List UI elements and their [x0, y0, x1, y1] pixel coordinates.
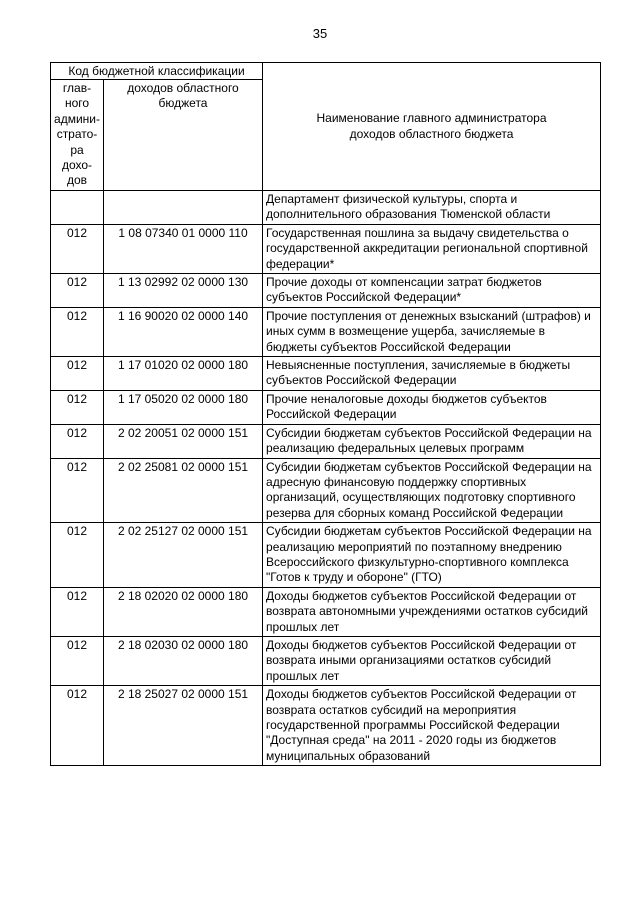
- income-name-cell: Государственная пошлина за выдачу свидетельства о государственной аккредитации региональной спортивной федерации*: [263, 224, 601, 273]
- header-administrator-name-text: Наименование главного администратора доходов областного бюджета: [316, 111, 547, 141]
- admin-code-cell: 012: [51, 390, 104, 424]
- budget-classification-table: [50, 62, 601, 766]
- table-body: [51, 191, 601, 766]
- admin-code-cell: 012: [51, 523, 104, 588]
- income-name-cell: Доходы бюджетов субъектов Российской Федерации от возврата остатков субсидий на мероприятия государственной программы Российской Федерации "Доступная среда" на 2011 - 2020 годы из бюджетов муниципальных образований: [263, 686, 601, 766]
- department-empty-cell: [104, 191, 263, 225]
- table-row: [51, 686, 601, 766]
- department-empty-cell: [51, 191, 104, 225]
- income-name-cell: Прочие поступления от денежных взысканий (штрафов) и иных сумм в возмещение ущерба, зачисляемые в бюджеты субъектов Российской Федерации: [263, 307, 601, 356]
- table-row: [51, 587, 601, 636]
- department-name: Департамент физической культуры, спорта и дополнительного образования Тюменской области: [263, 191, 601, 225]
- table-row: [51, 636, 601, 685]
- income-code-cell: 1 16 90020 02 0000 140: [104, 307, 263, 356]
- admin-code-cell: 012: [51, 274, 104, 308]
- page-number: 35: [312, 26, 328, 41]
- income-code-cell: 1 17 01020 02 0000 180: [104, 357, 263, 391]
- header-administrator-name: [263, 63, 601, 191]
- income-name-cell: Невыясненные поступления, зачисляемые в бюджеты субъектов Российской Федерации: [263, 357, 601, 391]
- income-name-cell: Прочие неналоговые доходы бюджетов субъектов Российской Федерации: [263, 390, 601, 424]
- table-row: [51, 424, 601, 458]
- table-row: [51, 274, 601, 308]
- income-name-cell: Субсидии бюджетам субъектов Российской Федерации на адресную финансовую поддержку спортивных организаций, осуществляющих подготовку спортивного резерва для сборных команд Российской Федерации: [263, 458, 601, 523]
- income-code-cell: 2 02 25127 02 0000 151: [104, 523, 263, 588]
- income-code-cell: 2 18 02030 02 0000 180: [104, 636, 263, 685]
- income-name-cell: Доходы бюджетов субъектов Российской Федерации от возврата автономными учреждениями остатков субсидий прошлых лет: [263, 587, 601, 636]
- header-main-administrator: глав- ного админи- страто- ра дохо- дов: [51, 80, 104, 191]
- admin-code-cell: 012: [51, 636, 104, 685]
- table-row: [51, 357, 601, 391]
- admin-code-cell: 012: [51, 357, 104, 391]
- income-code-cell: 2 18 25027 02 0000 151: [104, 686, 263, 766]
- income-code-cell: 2 02 25081 02 0000 151: [104, 458, 263, 523]
- table-row: [51, 224, 601, 273]
- table-row: [51, 390, 601, 424]
- admin-code-cell: 012: [51, 424, 104, 458]
- header-classification-code: Код бюджетной классификации: [51, 63, 263, 80]
- income-name-cell: Доходы бюджетов субъектов Российской Федерации от возврата иными организациями остатков субсидий прошлых лет: [263, 636, 601, 685]
- income-name-cell: Субсидии бюджетам субъектов Российской Федерации на реализацию мероприятий по поэтапному внедрению Всероссийского физкультурно-спортивного комплекса "Готов к труду и обороне" (ГТО): [263, 523, 601, 588]
- admin-code-cell: 012: [51, 307, 104, 356]
- table-row: [51, 523, 601, 588]
- header-income-code: доходов областного бюджета: [104, 80, 263, 191]
- income-name-cell: Субсидии бюджетам субъектов Российской Федерации на реализацию федеральных целевых программ: [263, 424, 601, 458]
- table-row: [51, 307, 601, 356]
- department-row: [51, 191, 601, 225]
- admin-code-cell: 012: [51, 587, 104, 636]
- income-name-cell: Прочие доходы от компенсации затрат бюджетов субъектов Российской Федерации*: [263, 274, 601, 308]
- admin-code-cell: 012: [51, 224, 104, 273]
- income-code-cell: 1 17 05020 02 0000 180: [104, 390, 263, 424]
- admin-code-cell: 012: [51, 458, 104, 523]
- income-code-cell: 2 18 02020 02 0000 180: [104, 587, 263, 636]
- income-code-cell: 1 13 02992 02 0000 130: [104, 274, 263, 308]
- income-code-cell: 2 02 20051 02 0000 151: [104, 424, 263, 458]
- admin-code-cell: 012: [51, 686, 104, 766]
- income-code-cell: 1 08 07340 01 0000 110: [104, 224, 263, 273]
- table-row: [51, 458, 601, 523]
